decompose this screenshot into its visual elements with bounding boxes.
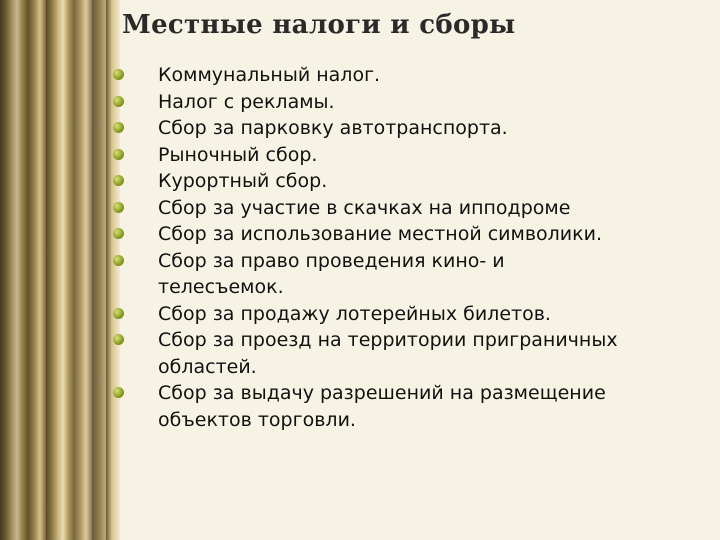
list-item: Сбор за участие в скачках на ипподроме: [113, 195, 713, 222]
bullet-icon: [113, 255, 124, 266]
bullet-icon: [113, 175, 124, 186]
bullet-icon: [113, 202, 124, 213]
bullet-icon: [113, 334, 124, 345]
bullet-icon: [113, 96, 124, 107]
bullet-icon: [113, 228, 124, 239]
list-item: Коммунальный налог.: [113, 62, 713, 89]
list-item: Сбор за использование местной символики.: [113, 221, 713, 248]
list-item: Сбор за выдачу разрешений на размещение объектов торговли.: [113, 380, 713, 433]
list-item: Налог с рекламы.: [113, 89, 713, 116]
bullet-icon: [113, 69, 124, 80]
decorative-curtain: [0, 0, 112, 540]
list-item: Рыночный сбор.: [113, 142, 713, 169]
bullet-icon: [113, 149, 124, 160]
list-item: Курортный сбор.: [113, 168, 713, 195]
bullet-icon: [113, 387, 124, 398]
slide-title: Местные налоги и сборы: [122, 10, 516, 40]
bullet-list: [113, 62, 713, 433]
bullet-icon: [113, 122, 124, 133]
bullet-icon: [113, 308, 124, 319]
list-item: Сбор за продажу лотерейных билетов.: [113, 301, 713, 328]
list-item: Сбор за проезд на территории приграничных областей.: [113, 327, 713, 380]
list-item: Сбор за парковку автотранспорта.: [113, 115, 713, 142]
list-item: Сбор за право проведения кино- и телесъемок.: [113, 248, 713, 301]
